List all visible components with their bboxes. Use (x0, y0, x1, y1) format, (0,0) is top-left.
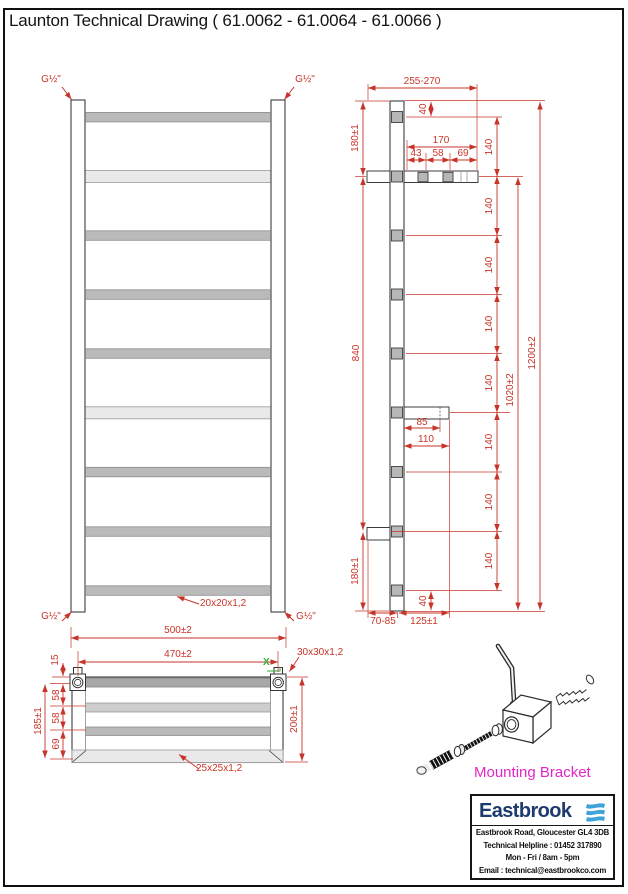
dim-wall-clearance: 70-85 (370, 616, 396, 627)
dim-top-gap: 180±1 (350, 124, 361, 152)
front-view (62, 87, 294, 648)
dim-rung-spacing-5: 140 (484, 374, 495, 392)
thread-label-bottom-left: G½" (41, 611, 61, 622)
dim-centres-width: 470±2 (164, 649, 192, 660)
dim-overall-height: 1200±2 (527, 336, 538, 370)
dim-hook-depth-2: 110 (418, 434, 434, 445)
dim-top-offset: 40 (418, 103, 429, 115)
dim-depth-overall: 200±1 (289, 705, 300, 733)
side-view (355, 84, 545, 618)
dim-bracket-seg-1: 43 (410, 148, 422, 159)
dim-depth-range: 255-270 (403, 76, 441, 87)
plan-view (45, 651, 308, 769)
dim-edge-offset: 15 (50, 654, 61, 666)
dim-rung-spacing-8: 140 (484, 552, 495, 570)
rail-section-label: 30x30x1,2 (297, 647, 344, 658)
dim-depth-step-2: 58 (51, 712, 62, 724)
brand-address: Eastbrook Road, Gloucester GL4 3DB (475, 828, 610, 837)
dim-bottom-offset: 40 (418, 595, 429, 607)
thread-label-bottom-right: G½" (296, 611, 316, 622)
brand-card (470, 794, 615, 880)
brand-hours: Mon - Fri / 8am - 5pm (505, 853, 580, 863)
mounting-bracket-caption: Mounting Bracket (474, 764, 591, 781)
brand-email: Email : technical@eastbrookco.com (478, 865, 607, 875)
brand-name: Eastbrook (479, 800, 572, 822)
bracket-illustration (417, 646, 595, 774)
dim-inner-height: 1020±2 (505, 373, 516, 407)
rung-section-label: 20x20x1,2 (200, 598, 247, 609)
dim-depth-step-1: 58 (51, 689, 62, 701)
dim-bracket-span: 170 (432, 135, 450, 146)
thread-label-top-right: G½" (295, 74, 315, 85)
dim-depth-inner: 185±1 (33, 707, 44, 735)
eastbrook-logo-icon (585, 803, 607, 827)
dim-rung-spacing-6: 140 (484, 433, 495, 451)
thread-label-top-left: G½" (41, 74, 61, 85)
plan-bars (86, 678, 271, 736)
dim-bottom-gap: 180±1 (350, 557, 361, 585)
dim-hook-depth-1: 85 (416, 417, 428, 428)
front-rungs (86, 112, 271, 595)
dim-rung-spacing-4: 140 (484, 315, 495, 333)
dim-overall-width: 500±2 (164, 625, 192, 636)
dim-rung-spacing-1: 140 (484, 138, 495, 156)
green-x-marker: X (263, 657, 270, 668)
page-title: Launton Technical Drawing ( 61.0062 - 61.0064 - 61.0066 ) (9, 11, 442, 30)
tube-section-label: 25x25x1,2 (196, 763, 243, 774)
dim-bracket-seg-2: 58 (432, 148, 444, 159)
dim-rung-spacing-2: 140 (484, 197, 495, 215)
dim-rung-spacing-7: 140 (484, 493, 495, 510)
dim-rung-spacing-3: 140 (484, 256, 495, 274)
dim-mid-span: 840 (351, 344, 362, 362)
dim-bracket-seg-3: 69 (457, 148, 469, 159)
dim-bottom-projection: 125±1 (410, 616, 438, 627)
dim-depth-step-3: 69 (51, 738, 62, 750)
card-divider (472, 825, 613, 826)
brand-helpline: Technical Helpline : 01452 317890 (483, 840, 602, 850)
